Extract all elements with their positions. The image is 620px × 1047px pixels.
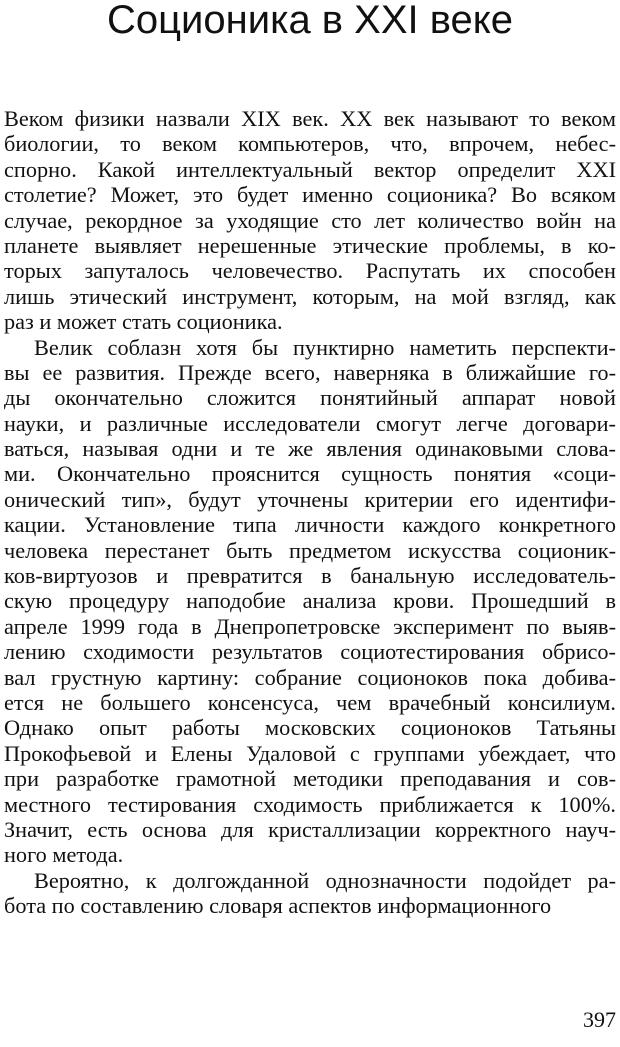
text-line: случае, рекордное за уходящие сто лет количество войн на xyxy=(4,207,616,233)
paragraph xyxy=(4,106,616,335)
text-line: ного метода. xyxy=(4,842,124,868)
text-line: Значит, есть основа для кристаллизации корректного науч- xyxy=(4,816,616,842)
text-line: Веком физики назвали XIX век. XX век называют то веком xyxy=(4,106,616,131)
text-line: спорно. Какой интеллектуальный вектор определит XXI xyxy=(4,156,616,182)
text-line: ваться, называя одни и те же явления одинаковыми слова- xyxy=(4,436,616,462)
text-line: планете выявляет нерешенные этические проблемы, в ко- xyxy=(4,232,616,258)
text-line: кации. Установление типа личности каждого конкретного xyxy=(4,512,616,538)
text-line: апреле 1999 года в Днепропетровске эксперимент по выяв- xyxy=(4,613,616,639)
text-line: ды окончательно сложится понятийный аппарат новой xyxy=(4,385,616,411)
text-line: вы ее развития. Прежде всего, наверняка в ближайшие го- xyxy=(4,359,616,385)
text-line: скую процедуру наподобие анализа крови. Прошедший в xyxy=(4,588,616,614)
text-line: местного тестирования сходимость приближается к 100%. xyxy=(4,791,616,817)
text-line: человека перестанет быть предметом искусства соционик- xyxy=(4,537,616,563)
page-title: Соционика в XXI веке xyxy=(107,0,513,42)
text-line: вал грустную картину: собрание соционоков пока добива- xyxy=(4,664,616,690)
text-line: ется не большего консенсуса, чем врачебный консилиум. xyxy=(4,689,616,715)
text-line: Вероятно, к долгожданной однозначности подойдет ра- xyxy=(34,867,616,893)
text-line: онический тип», будут уточнены критерии его идентифи- xyxy=(4,486,616,512)
text-line: Велик соблазн хотя бы пунктирно наметить перспекти- xyxy=(34,334,616,360)
text-line: раз и может стать соционика. xyxy=(4,309,283,335)
paragraph xyxy=(4,335,616,868)
text-line: Однако опыт работы московских соционоков Татьяны xyxy=(4,715,616,741)
text-line: лению сходимости результатов социотестирования обрисо- xyxy=(4,639,616,665)
text-line: науки, и различные исследователи смогут легче договари- xyxy=(4,410,616,436)
text-line: при разработке грамотной методики преподавания и сов- xyxy=(4,766,616,792)
text-line: ков-виртуозов и превратится в банальную исследователь- xyxy=(4,563,616,589)
text-line: торых запуталось человечество. Распутать их способен xyxy=(4,258,616,284)
page-number: 397 xyxy=(583,1007,616,1032)
text-line: лишь этический инструмент, которым, на мой взгляд, как xyxy=(4,283,616,309)
body-text xyxy=(4,106,616,919)
paragraph xyxy=(4,868,616,919)
text-line: биологии, то веком компьютеров, что, впрочем, небес- xyxy=(4,131,616,157)
text-line: бота по составлению словаря аспектов информационного xyxy=(4,893,552,919)
text-line: ми. Окончательно прояснится сущность понятия «соци- xyxy=(4,461,616,487)
text-line: Прокофьевой и Елены Удаловой с группами убеждает, что xyxy=(4,740,616,766)
text-line: столетие? Может, это будет именно соционика? Во всяком xyxy=(4,182,616,208)
